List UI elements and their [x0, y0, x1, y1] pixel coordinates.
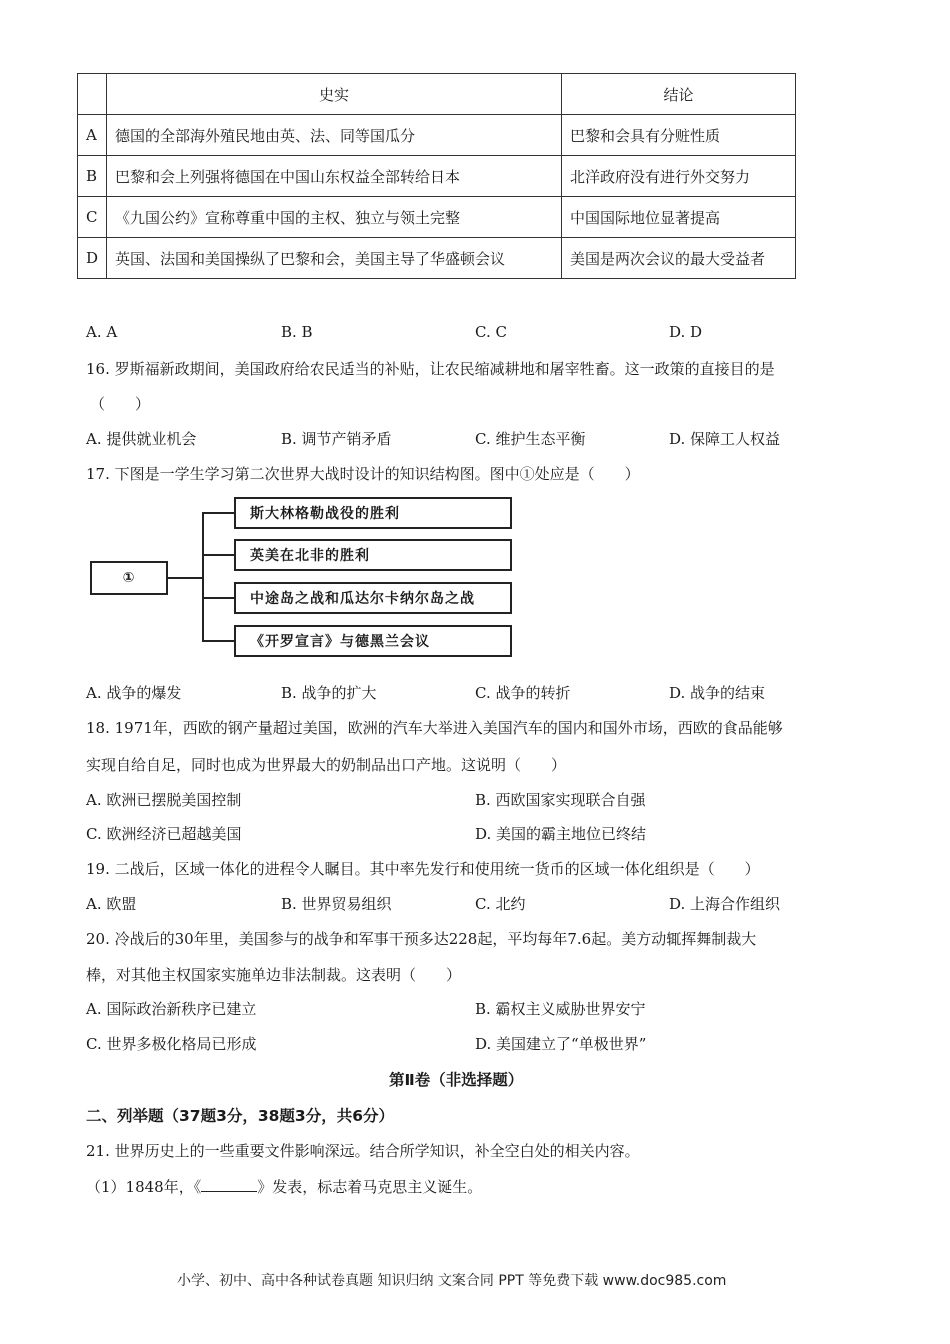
q20-option-c[interactable]: C. 世界多极化格局已形成: [86, 1035, 257, 1053]
q18-stem-line2: 实现自给自足，同时也成为世界最大的奶制品出口产地。这说明（ ）: [86, 756, 567, 774]
diagram-root-box: ①: [90, 561, 168, 595]
diagram-branch-line: [202, 554, 234, 556]
q19-option-d[interactable]: D. 上海合作组织: [669, 895, 781, 913]
table-header-conclusion: 结论: [562, 74, 796, 115]
q20-option-a[interactable]: A. 国际政治新秩序已建立: [86, 1000, 257, 1018]
q19-option-b[interactable]: B. 世界贸易组织: [281, 895, 392, 913]
q20-stem-line1: 20. 冷战后的30年里，美国参与的战争和军事干预多达228起，平均每年7.6起。美方动辄挥舞制裁大: [86, 930, 757, 948]
q16-stem-line1: 16. 罗斯福新政期间，美国政府给农民适当的补贴，让农民缩减耕地和屠宰牲畜。这一政策的直接目的是: [86, 360, 775, 378]
table-header-fact: 史实: [107, 74, 562, 115]
q16-option-b[interactable]: B. 调节产销矛盾: [281, 430, 392, 448]
diagram-branch-box: 中途岛之战和瓜达尔卡纳尔岛之战: [234, 582, 512, 614]
q21-sub1-before: （1）1848年，《: [86, 1178, 202, 1196]
table-header-row: [78, 74, 796, 115]
row-key: A: [78, 115, 107, 156]
part2-title: 第Ⅱ卷（非选择题）: [389, 1071, 524, 1089]
q15-option-b[interactable]: B. B: [281, 323, 313, 341]
q19-option-a[interactable]: A. 欧盟: [86, 895, 137, 913]
row-conclusion: 北洋政府没有进行外交努力: [562, 156, 796, 197]
diagram-branch-line: [202, 640, 234, 642]
row-conclusion: 巴黎和会具有分赃性质: [562, 115, 796, 156]
q21-stem: 21. 世界历史上的一些重要文件影响深远。结合所学知识，补全空白处的相关内容。: [86, 1142, 640, 1160]
q17-option-d[interactable]: D. 战争的结束: [669, 684, 766, 702]
q15-option-a[interactable]: A. A: [86, 323, 118, 341]
q18-option-c[interactable]: C. 欧洲经济已超越美国: [86, 825, 242, 843]
diagram-connector: [168, 577, 203, 579]
q16-option-c[interactable]: C. 维护生态平衡: [475, 430, 586, 448]
q20-stem-line2: 棒，对其他主权国家实施单边非法制裁。这表明（ ）: [86, 966, 462, 984]
q17-stem: 17. 下图是一学生学习第二次世界大战时设计的知识结构图。图中①处应是（ ）: [86, 465, 640, 483]
q18-option-a[interactable]: A. 欧洲已摆脱美国控制: [86, 791, 242, 809]
q16-stem-line2: （ ）: [90, 395, 151, 413]
table-header-key: [78, 74, 107, 115]
table-row: [78, 115, 796, 156]
row-key: C: [78, 197, 107, 238]
table-row: [78, 156, 796, 197]
q17-option-c[interactable]: C. 战争的转折: [475, 684, 571, 702]
diagram-branch-line: [202, 512, 234, 514]
q19-option-c[interactable]: C. 北约: [475, 895, 526, 913]
facts-table: [77, 73, 796, 279]
q15-option-d[interactable]: D. D: [669, 323, 703, 341]
row-key: B: [78, 156, 107, 197]
row-fact: 巴黎和会上列强将德国在中国山东权益全部转给日本: [107, 156, 562, 197]
row-fact: 英国、法国和美国操纵了巴黎和会，美国主导了华盛顿会议: [107, 238, 562, 279]
q18-option-b[interactable]: B. 西欧国家实现联合自强: [475, 791, 646, 809]
row-key: D: [78, 238, 107, 279]
row-conclusion: 美国是两次会议的最大受益者: [562, 238, 796, 279]
q16-option-d[interactable]: D. 保障工人权益: [669, 430, 781, 448]
table-row: [78, 238, 796, 279]
q20-option-b[interactable]: B. 霸权主义威胁世界安宁: [475, 1000, 646, 1018]
q21-sub1-blank[interactable]: [201, 1177, 257, 1192]
q20-option-d[interactable]: D. 美国建立了“单极世界”: [475, 1035, 647, 1053]
row-fact: 《九国公约》宣称尊重中国的主权、独立与领土完整: [107, 197, 562, 238]
q15-option-c[interactable]: C. C: [475, 323, 507, 341]
diagram-branch-line: [202, 597, 234, 599]
row-conclusion: 中国国际地位显著提高: [562, 197, 796, 238]
diagram-trunk: [202, 512, 204, 641]
row-fact: 德国的全部海外殖民地由英、法、同等国瓜分: [107, 115, 562, 156]
page-footer: 小学、初中、高中各种试卷真题 知识归纳 文案合同 PPT 等免费下载 www.doc985.com: [177, 1273, 727, 1289]
q18-option-d[interactable]: D. 美国的霸主地位已终结: [475, 825, 647, 843]
diagram-branch-box: 斯大林格勒战役的胜利: [234, 497, 512, 529]
q17-option-b[interactable]: B. 战争的扩大: [281, 684, 377, 702]
diagram-branch-box: 《开罗宣言》与德黑兰会议: [234, 625, 512, 657]
q19-stem: 19. 二战后，区域一体化的进程令人瞩目。其中率先发行和使用统一货币的区域一体化组织是（ ）: [86, 860, 760, 878]
section2-title: 二、列举题（37题3分，38题3分，共6分）: [86, 1107, 394, 1125]
diagram-branch-box: 英美在北非的胜利: [234, 539, 512, 571]
q16-option-a[interactable]: A. 提供就业机会: [86, 430, 197, 448]
table-row: [78, 197, 796, 238]
q17-option-a[interactable]: A. 战争的爆发: [86, 684, 182, 702]
q21-sub1-after: 》发表，标志着马克思主义诞生。: [257, 1178, 483, 1196]
q21-sub1: [86, 1176, 482, 1197]
q18-stem-line1: 18. 1971年，西欧的钢产量超过美国，欧洲的汽车大举进入美国汽车的国内和国外市场，西欧的食品能够: [86, 719, 783, 737]
